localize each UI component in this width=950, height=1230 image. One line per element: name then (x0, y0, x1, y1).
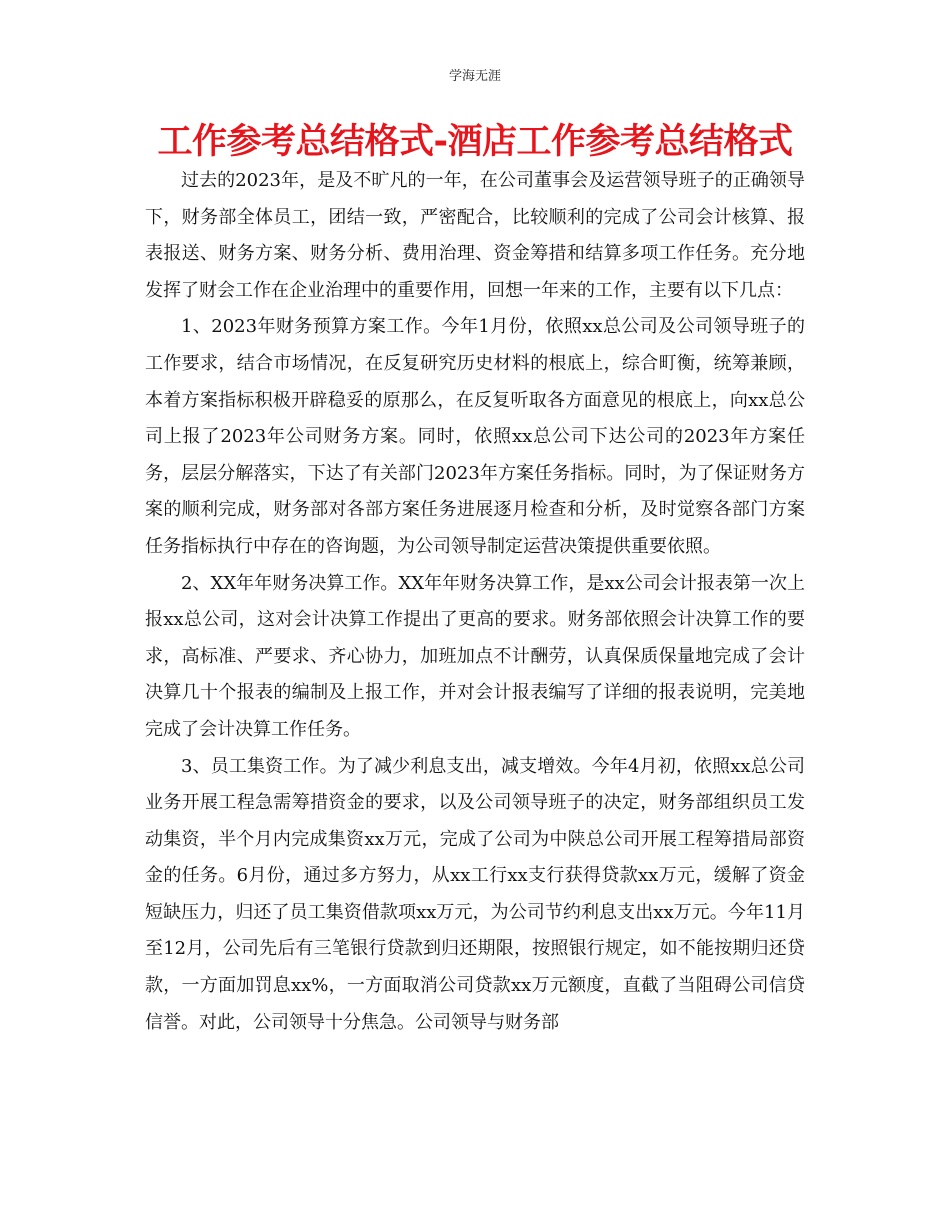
paragraph-final-accounts: 2、XX年年财务决算工作。XX年年财务决算工作，是xx公司会计报表第一次上报xx总公司，这对会计决算工作提出了更高的要求。财务部依照会计决算工作的要求，高标准、严要求、齐心协力，加班加点不计酬劳，认真保质保量地完成了会计决算几十个报表的编制及上报工作，并对会计报表编写了详细的报表说明，完美地完成了会计决算工作任务。 (145, 572, 805, 740)
paragraph-staff-fundraising: 3、员工集资工作。为了减少利息支出，减支增效。今年4月初，依照xx总公司业务开展工程急需筹措资金的要求，以及公司领导班子的决定，财务部组织员工发动集资，半个月内完成集资xx万元，完成了公司为中陕总公司开展工程筹措局部资金的任务。6月份，通过多方努力，从xx工行xx支行获得贷款xx万元，缓解了资金短缺压力，归还了员工集资借款项xx万元，为公司节约利息支出xx万元。今年11月至12月，公司先后有三笔银行贷款到归还期限，按照银行规定，如不能按期归还贷款，一方面加罚息xx%，一方面取消公司贷款xx万元额度，直截了当阻碍公司信贷信誉。对此，公司领导十分焦急。公司领导与财务部 (145, 755, 805, 1033)
paragraph-budget-plan: 1、2023年财务预算方案工作。今年1月份，依照xx总公司及公司领导班子的工作要求，结合市场情况，在反复研究历史材料的根底上，综合町衡，统筹兼顾，本着方案指标积极开辟稳妥的原那么，在反复听取各方面意见的根底上，向xx总公司上报了2023年公司财务方案。同时，依照xx总公司下达公司的2023年方案任务，层层分解落实，下达了有关部门2023年方案任务指标。同时，为了保证财务方案的顺利完成，财务部对各部方案任务进展逐月检查和分析，及时觉察各部门方案任务指标执行中存在的咨询题，为公司领导制定运营决策提供重要依照。 (145, 316, 805, 557)
document-body (145, 163, 805, 1041)
page-header: 学海无涯 (448, 69, 501, 84)
paragraph-intro: 过去的2023年，是及不旷凡的一年，在公司董事会及运营领导班子的正确领导下，财务部全体员工，团结一致，严密配合，比较顺利的完成了公司会计核算、报表报送、财务方案、财务分析、费用治理、资金筹措和结算多项工作任务。充分地发挥了财会工作在企业治理中的重要作用，回想一年来的工作，主要有以下几点： (145, 170, 805, 301)
document-title: 工作参考总结格式-酒店工作参考总结格式 (157, 122, 793, 162)
